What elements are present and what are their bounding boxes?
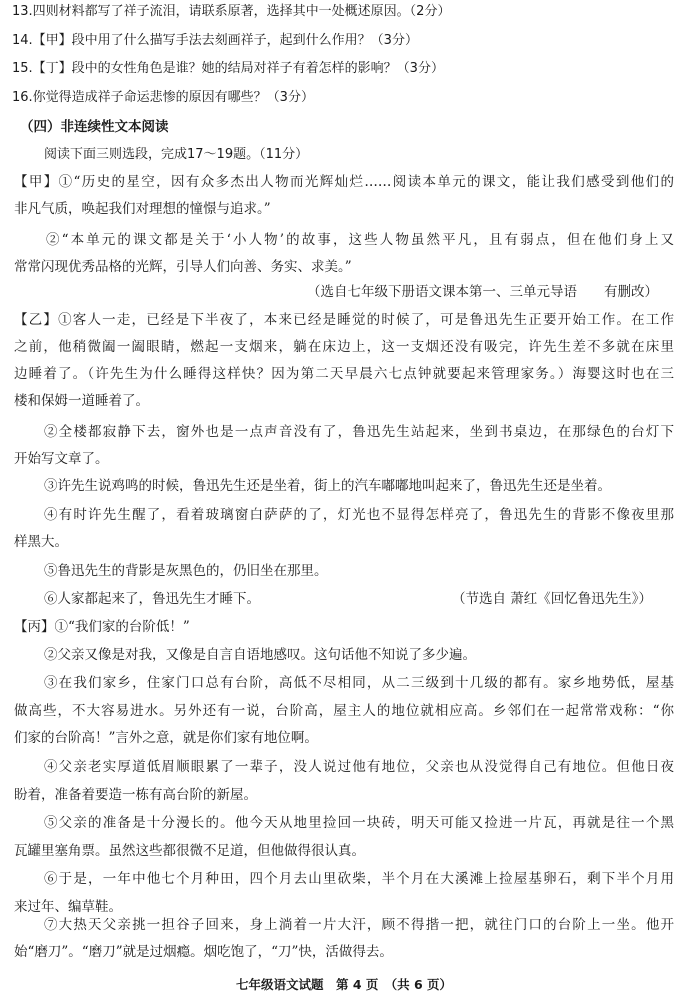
bing-paragraph-3-line-3: 们家的台阶高！”言外之意，就是你们家有地位啊。 [14, 730, 318, 746]
jia-source: （选自七年级下册语文课本第一、三单元导语 有删改） [307, 284, 658, 300]
jia-paragraph-1-line-2: 非凡气质，唤起我们对理想的憧憬与追求。” [14, 201, 271, 217]
yi-paragraph-2-line-1: ②全楼都寂静下去，窗外也是一点声音没有了，鲁迅先生站起来，坐到书桌边，在那绿色的台灯下 [44, 424, 674, 440]
yi-paragraph-1-line-2: 之前，他稍微阖一阖眼睛，燃起一支烟来，躺在床边上，这一支烟还没有吸完，许先生差不多就在床里 [14, 339, 674, 355]
bing-paragraph-3-line-1: ③在我们家乡，住家门口总有台阶，高低不尽相同，从二三级到十几级的都有。家乡地势低，屋基 [44, 675, 674, 691]
bing-paragraph-7-line-1: ⑦大热天父亲挑一担谷子回来，身上淌着一片大汗，顾不得揩一把，就往门口的台阶上一坐。他开 [44, 917, 674, 933]
bing-paragraph-6-line-2: 来过年、编草鞋。 [14, 899, 122, 915]
question-14: 14.【甲】段中用了什么描写手法去刻画祥子，起到什么作用？（3分） [12, 33, 418, 48]
yi-paragraph-4-line-1: ④有时许先生醒了，看着玻璃窗白萨萨的了，灯光也不显得怎样亮了，鲁迅先生的背影不像夜里那 [44, 507, 674, 523]
bing-paragraph-4-line-1: ④父亲老实厚道低眉顺眼累了一辈子，没人说过他有地位，父亲也从没觉得自己有地位。但他日夜 [44, 759, 674, 775]
yi-source: （节选自 萧红《回忆鲁迅先生》） [451, 591, 652, 607]
jia-paragraph-2-line-2: 常常闪现优秀品格的光辉，引导人们向善、务实、求美。” [14, 259, 352, 275]
yi-paragraph-1-line-3: 边睡着了。（许先生为什么睡得这样快？因为第二天早晨六七点钟就要起来管理家务。）海婴这时也在三 [14, 366, 674, 382]
jia-paragraph-2-line-1: ②“本单元的课文都是关于‘小人物’的故事，这些人物虽然平凡，且有弱点，但在他们身上又 [46, 232, 674, 248]
yi-paragraph-1-line-4: 楼和保姆一道睡着了。 [14, 393, 149, 409]
bing-paragraph-2: ②父亲又像是对我，又像是自言自语地感叹。这句话他不知说了多少遍。 [44, 647, 476, 663]
section-heading: （四）非连续性文本阅读 [20, 119, 169, 135]
reading-instruction: 阅读下面三则选段，完成17～19题。（11分） [44, 147, 309, 162]
yi-paragraph-2-line-2: 开始写文章了。 [14, 451, 109, 467]
page-footer: 七年级语文试题 第 4 页 （共 6 页） [235, 977, 453, 992]
question-16: 16.你觉得造成祥子命运悲惨的原因有哪些？（3分） [12, 90, 314, 105]
yi-paragraph-4-line-2: 样黑大。 [14, 534, 68, 550]
bing-paragraph-5-line-1: ⑤父亲的准备是十分漫长的。他今天从地里捡回一块砖，明天可能又捡进一片瓦，再就是往一个黑 [44, 815, 674, 831]
question-13: 13.四则材料都写了祥子流泪，请联系原著，选择其中一处概述原因。（2分） [12, 4, 451, 19]
bing-paragraph-7-line-2: 始“磨刀”。“磨刀”就是过烟瘾。烟吃饱了，“刀”快，活做得去。 [14, 944, 393, 960]
yi-paragraph-3: ③许先生说鸡鸣的时候，鲁迅先生还是坐着，街上的汽车嘟嘟地叫起来了，鲁迅先生还是坐着。 [44, 478, 611, 494]
bing-paragraph-4-line-2: 盼着，准备着要造一栋有高台阶的新屋。 [14, 787, 257, 803]
bing-paragraph-5-line-2: 瓦罐里塞角票。虽然这些都很微不足道，但他做得很认真。 [14, 843, 365, 859]
yi-paragraph-6: ⑥人家都起来了，鲁迅先生才睡下。 [44, 591, 260, 607]
jia-paragraph-1-line-1: 【甲】①“历史的星空，因有众多杰出人物而光辉灿烂……阅读本单元的课文，能让我们感受到他们的 [14, 174, 674, 190]
yi-paragraph-5: ⑤鲁迅先生的背影是灰黑色的，仍旧坐在那里。 [44, 563, 328, 579]
yi-paragraph-1-line-1: 【乙】①客人一走，已经是下半夜了，本来已经是睡觉的时候了，可是鲁迅先生正要开始工作。在工作 [14, 312, 674, 328]
bing-paragraph-1: 【丙】①“我们家的台阶低！” [14, 619, 190, 635]
bing-paragraph-3-line-2: 做高些，不大容易进水。另外还有一说，台阶高，屋主人的地位就相应高。乡邻们在一起常常戏称：“你 [14, 703, 674, 719]
bing-paragraph-6-line-1: ⑥于是，一年中他七个月种田，四个月去山里砍柴，半个月在大溪滩上捡屋基卵石，剩下半个月用 [44, 871, 674, 887]
question-15: 15.【丁】段中的女性角色是谁？她的结局对祥子有着怎样的影响？（3分） [12, 61, 444, 76]
